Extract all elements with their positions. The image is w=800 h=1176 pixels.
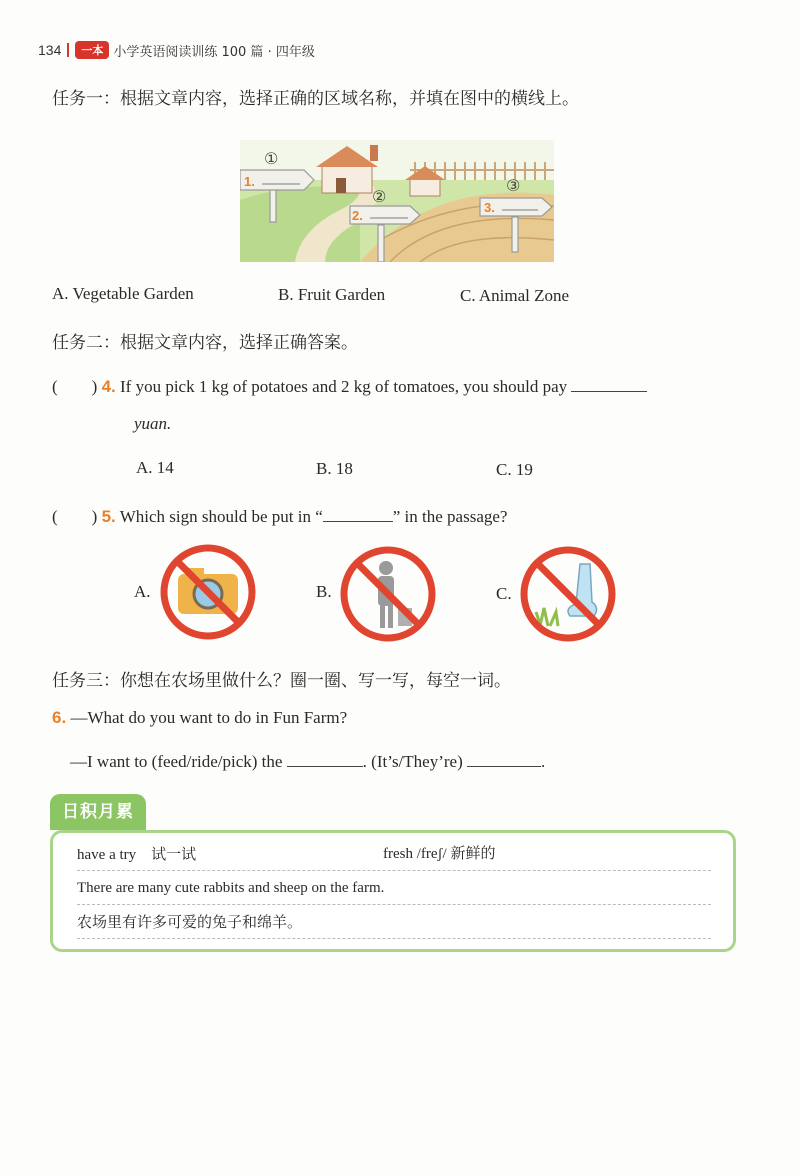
no-photo-sign-icon bbox=[160, 544, 256, 640]
phrase-have-a-try: have a try 试一试 bbox=[77, 847, 197, 863]
question-4 bbox=[52, 372, 647, 397]
farm-illustration bbox=[240, 140, 554, 262]
q4-answer-paren: ( ) bbox=[52, 377, 98, 396]
q5-answer-paren: ( ) bbox=[52, 507, 98, 526]
q4-option-a: A. 14 bbox=[136, 458, 174, 477]
circle-2: ② bbox=[372, 187, 387, 206]
no-littering-sign-icon bbox=[340, 546, 436, 642]
sign-2-label: 2. bbox=[352, 208, 363, 223]
q5-option-b-label: B. bbox=[316, 582, 332, 601]
header-divider bbox=[67, 43, 69, 57]
circle-3: ③ bbox=[506, 176, 521, 195]
task1-option-a: A. Vegetable Garden bbox=[52, 284, 194, 303]
q6-answer-middle: . (It’s/They’re) bbox=[362, 752, 463, 771]
phrase-row bbox=[77, 837, 711, 871]
q6-blank-1 bbox=[287, 753, 363, 767]
q5-text-before: Which sign should be put in “ bbox=[119, 507, 323, 526]
circle-1: ① bbox=[264, 149, 279, 168]
page-number: 134 bbox=[38, 42, 62, 58]
q5-number: 5. bbox=[101, 507, 116, 526]
task1-instruction: 任务一：根据文章内容，选择正确的区域名称，并填在图中的横线上。 bbox=[52, 89, 579, 109]
sign-1-label: 1. bbox=[244, 174, 255, 189]
q6-blank-2 bbox=[467, 753, 541, 767]
book-title: 小学英语阅读训练 100 篇 · 四年级 bbox=[113, 44, 315, 60]
q5-option-c-label: C. bbox=[496, 584, 512, 603]
question-5 bbox=[52, 502, 507, 527]
q6-number: 6. bbox=[52, 708, 67, 727]
q6-answer-end: . bbox=[541, 752, 546, 771]
question-6-line1 bbox=[52, 708, 347, 728]
task1-option-c: C. Animal Zone bbox=[460, 286, 570, 305]
q4-option-b: B. 18 bbox=[316, 459, 353, 478]
phrase-fresh: fresh /freʃ/ 新鲜的 bbox=[383, 846, 496, 862]
book-logo: 一本 bbox=[75, 41, 109, 59]
accumulate-title: 日积月累 bbox=[50, 794, 146, 830]
sign-3-label: 3. bbox=[484, 200, 495, 215]
q6-question: —What do you want to do in Fun Farm? bbox=[70, 708, 348, 727]
question-6-line2 bbox=[70, 752, 545, 772]
keep-off-grass-sign-icon bbox=[520, 546, 616, 642]
task1-option-b: B. Fruit Garden bbox=[278, 285, 386, 304]
sentence-chinese: 农场里有许多可爱的兔子和绵羊。 bbox=[77, 905, 711, 939]
q5-text-after: ” in the passage? bbox=[392, 507, 508, 526]
q4-text: If you pick 1 kg of potatoes and 2 kg of tomatoes, you should pay bbox=[120, 377, 568, 396]
q4-option-c: C. 19 bbox=[496, 460, 533, 479]
accumulate-box bbox=[50, 830, 736, 952]
page-header bbox=[38, 40, 315, 60]
task3-instruction: 任务三：你想在农场里做什么？圈一圈、写一写，每空一词。 bbox=[52, 671, 511, 691]
q4-number: 4. bbox=[101, 377, 116, 396]
q4-answer-blank bbox=[571, 378, 647, 392]
sentence-english: There are many cute rabbits and sheep on the farm. bbox=[77, 871, 711, 905]
q5-blank bbox=[323, 508, 393, 522]
q4-unit: yuan. bbox=[134, 414, 172, 433]
q6-answer-start: —I want to (feed/ride/pick) the bbox=[70, 752, 283, 771]
q5-option-a-label: A. bbox=[134, 582, 151, 601]
task2-instruction: 任务二：根据文章内容，选择正确答案。 bbox=[52, 333, 358, 353]
